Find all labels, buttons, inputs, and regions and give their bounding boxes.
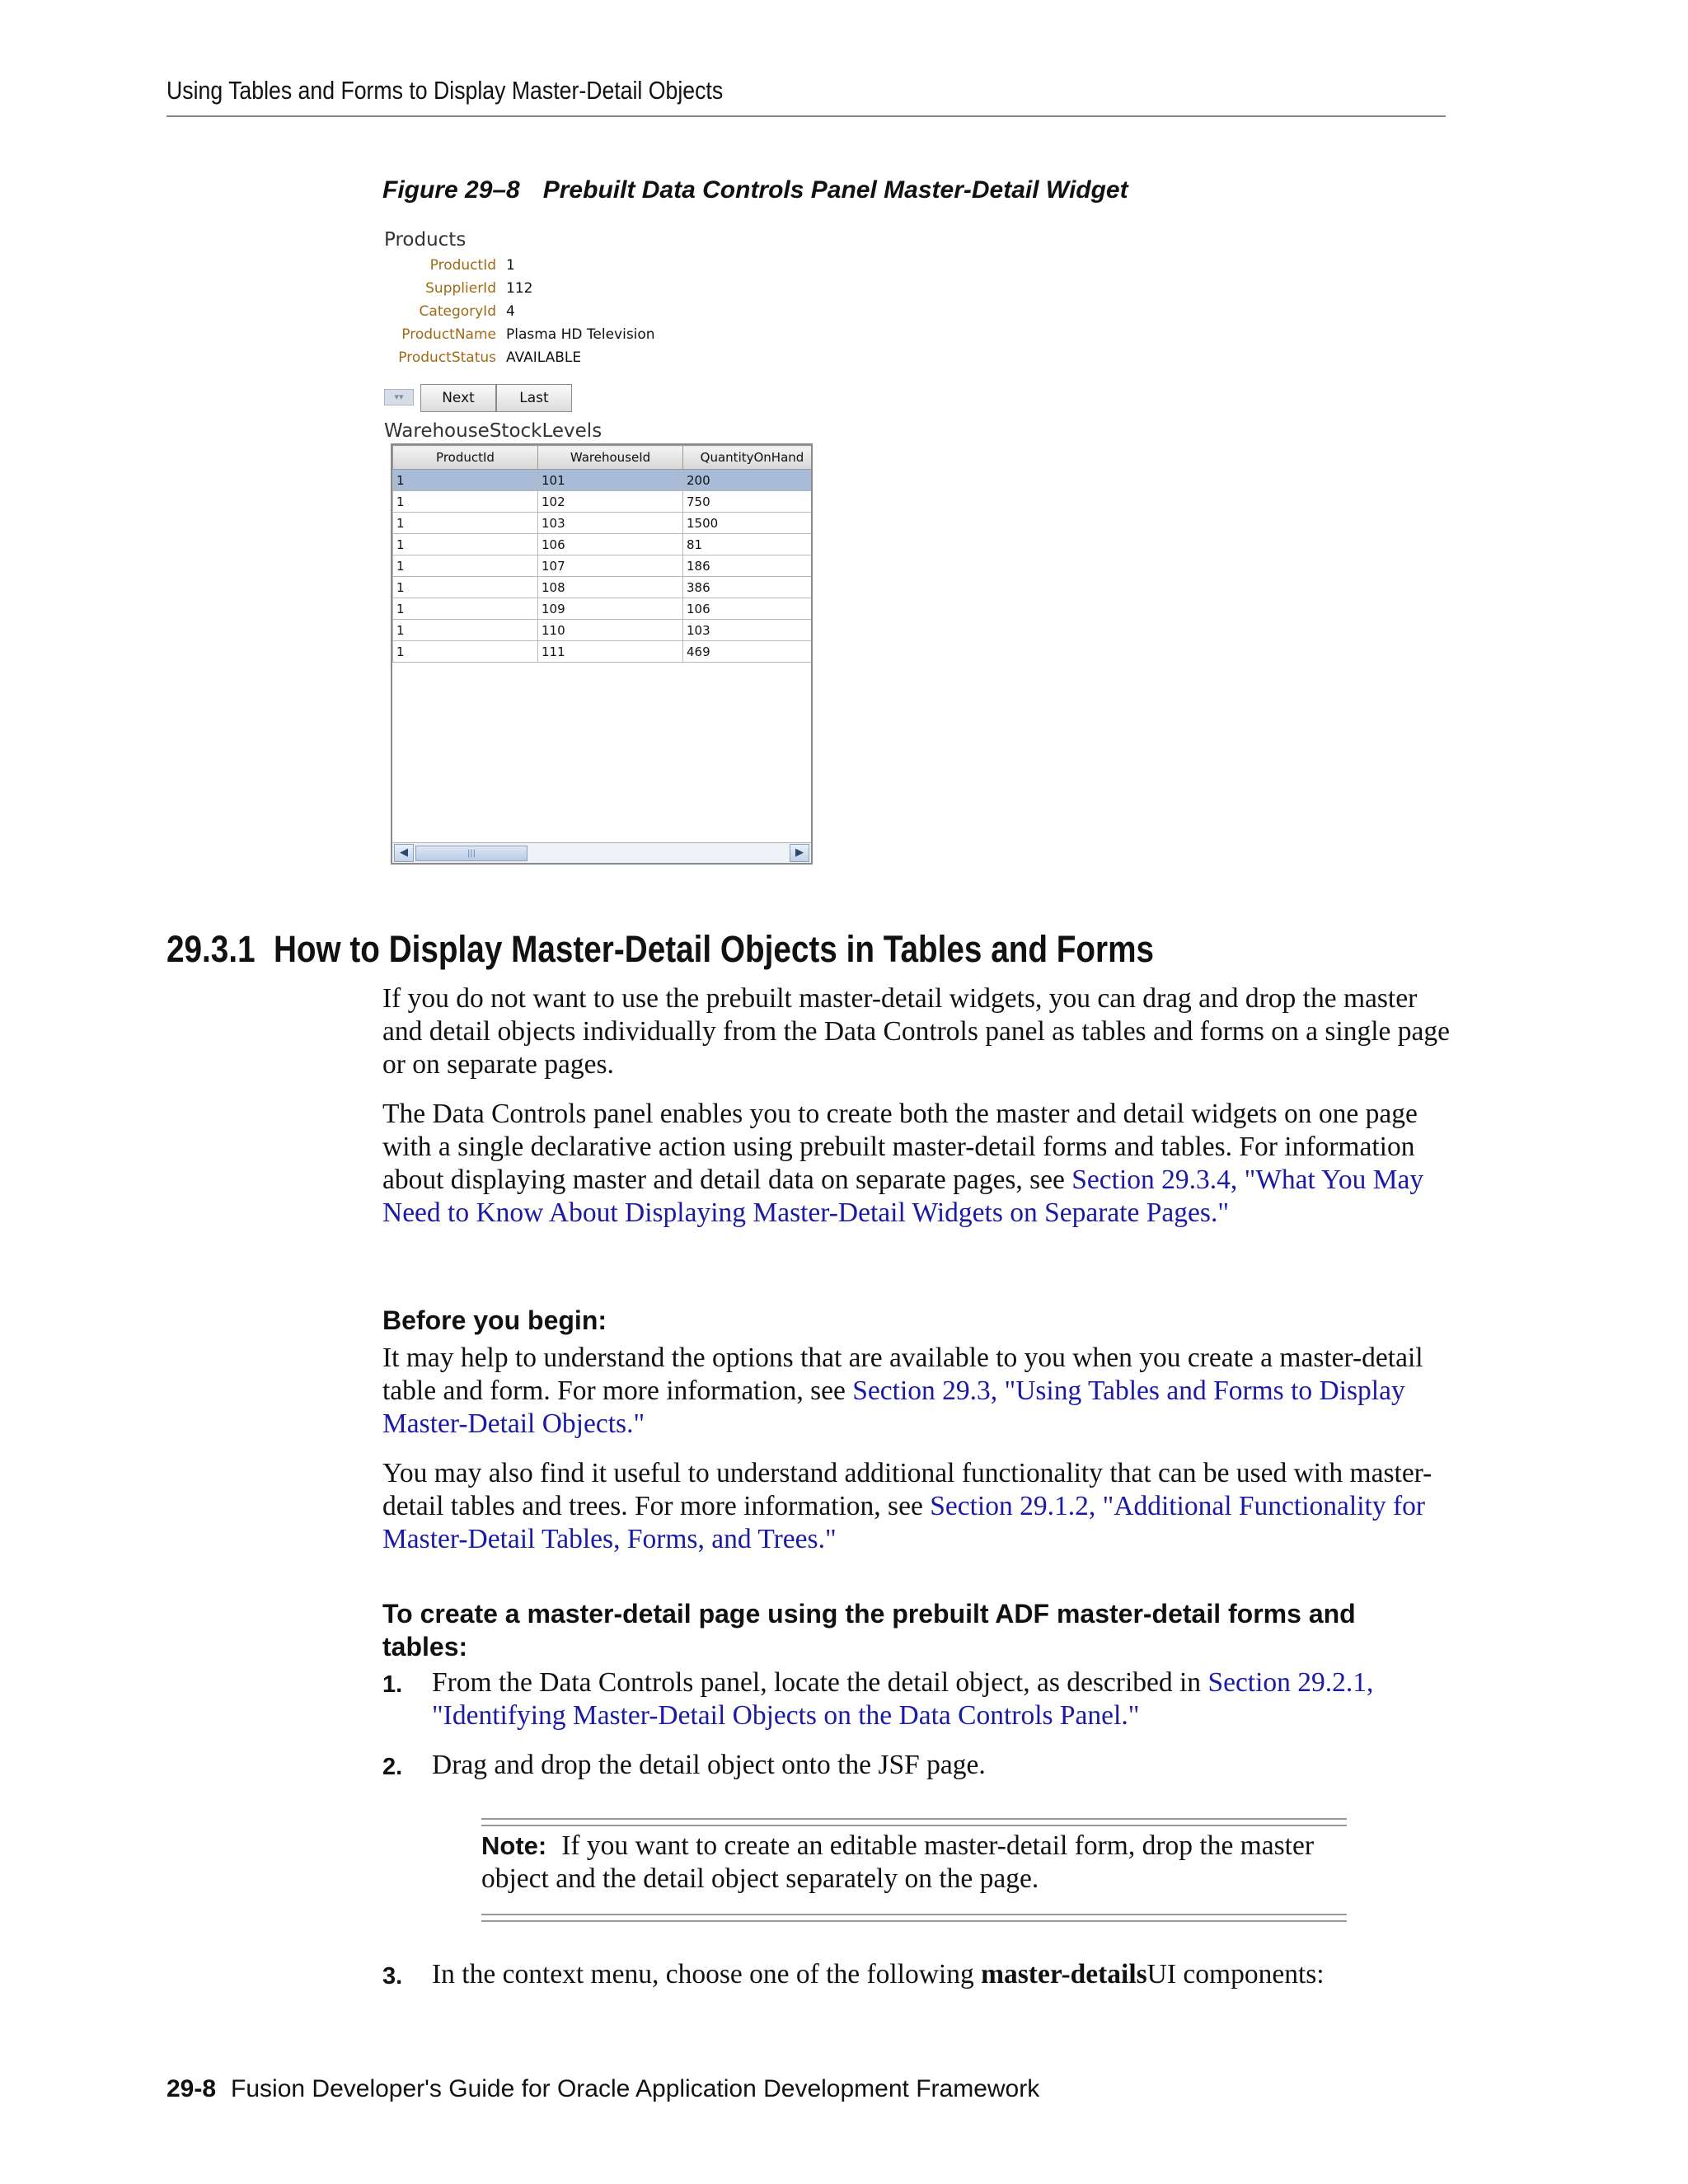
section-number: 29.3.1 bbox=[166, 928, 256, 970]
form-field-value: AVAILABLE bbox=[506, 349, 582, 366]
table-cell: 109 bbox=[538, 598, 683, 620]
table-cell: 81 bbox=[683, 534, 814, 555]
table-cell: 106 bbox=[683, 598, 814, 620]
step-bold-term: master-details bbox=[981, 1959, 1147, 1990]
paragraph-data-controls bbox=[382, 1098, 1454, 1230]
link-section-29-2-1[interactable]: Section 29.2.1, "Identifying Master-Detail Objects on the Data Controls Panel." bbox=[432, 1667, 1374, 1731]
table-cell: 386 bbox=[683, 577, 814, 598]
form-field-label: ProductId bbox=[429, 257, 496, 274]
note-bottom-rule bbox=[481, 1914, 1347, 1922]
table-cell: 108 bbox=[538, 577, 683, 598]
last-button[interactable]: Last bbox=[496, 384, 572, 412]
form-field-label: CategoryId bbox=[419, 303, 496, 320]
table-cell: 1 bbox=[393, 491, 538, 513]
table-cell: 1 bbox=[393, 470, 538, 491]
figure-screenshot bbox=[381, 229, 842, 868]
column-header-product-id[interactable]: ProductId bbox=[393, 446, 538, 470]
paragraph-text: The Data Controls panel enables you to create both the master and detail widgets on one page with a single declarative action using prebuilt master-detail forms and tables. For information about displaying master and detail data on separate pages, see bbox=[382, 1099, 1418, 1195]
paragraph-functionality bbox=[382, 1457, 1454, 1556]
form-field-label: SupplierId bbox=[425, 280, 496, 297]
table-row[interactable] bbox=[393, 641, 814, 663]
table-row[interactable] bbox=[393, 491, 814, 513]
note-box bbox=[481, 1830, 1355, 1896]
step-2-text: Drag and drop the detail object onto the JSF page. bbox=[432, 1750, 986, 1780]
table-row[interactable] bbox=[393, 513, 814, 534]
step-3-text bbox=[432, 1958, 1446, 1991]
table-cell: 107 bbox=[538, 555, 683, 577]
link-section-29-1-2[interactable]: Section 29.1.2, "Additional Functionality for Master-Detail Tables, Forms, and Trees." bbox=[382, 1491, 1426, 1554]
scroll-right-icon[interactable]: ▶ bbox=[790, 844, 809, 862]
paragraph-text: It may help to understand the options that are available to you when you create a master-detail table and form. For more information, see bbox=[382, 1343, 1423, 1406]
scrollbar-thumb[interactable]: ||| bbox=[415, 846, 528, 861]
table-row[interactable] bbox=[393, 620, 814, 641]
table-header-row bbox=[393, 446, 814, 470]
detail-table-title: WarehouseStockLevels bbox=[384, 420, 603, 442]
table-row[interactable] bbox=[393, 577, 814, 598]
table-cell: 1 bbox=[393, 577, 538, 598]
note-label: Note: bbox=[481, 1831, 547, 1860]
table-cell: 1 bbox=[393, 534, 538, 555]
step-1-text bbox=[432, 1666, 1446, 1732]
detail-table bbox=[391, 443, 813, 865]
book-title: Fusion Developer's Guide for Oracle Application Development Framework bbox=[231, 2075, 1040, 2102]
step-text: In the context menu, choose one of the following bbox=[432, 1959, 982, 1990]
procedure-heading: To create a master-detail page using the prebuilt ADF master-detail forms and tables: bbox=[382, 1599, 1356, 1661]
table-cell: 186 bbox=[683, 555, 814, 577]
page-footer bbox=[166, 2075, 1039, 2103]
table-cell: 106 bbox=[538, 534, 683, 555]
column-header-quantity-on-hand[interactable]: QuantityOnHand bbox=[683, 446, 814, 470]
paragraph-text: You may also find it useful to understand additional functionality that can be used with master-detail tables and trees. For more information, see bbox=[382, 1458, 1432, 1521]
paragraph-intro: If you do not want to use the prebuilt master-detail widgets, you can drag and drop the master and detail objects individually from the Data Controls panel as tables and forms on a single page or on separate pages. bbox=[382, 983, 1451, 1080]
running-header: Using Tables and Forms to Display Master-Detail Objects bbox=[166, 76, 724, 105]
form-field-value: 112 bbox=[506, 280, 533, 297]
step-number: 1. bbox=[382, 1671, 403, 1698]
column-header-warehouse-id[interactable]: WarehouseId bbox=[538, 446, 683, 470]
table-cell: 103 bbox=[538, 513, 683, 534]
table-cell: 1 bbox=[393, 555, 538, 577]
next-button[interactable]: Next bbox=[420, 384, 496, 412]
step-text: From the Data Controls panel, locate the detail object, as described in bbox=[432, 1667, 1208, 1698]
table-cell: 1 bbox=[393, 641, 538, 663]
page-number: 29-8 bbox=[166, 2075, 217, 2102]
figure-number: Figure 29–8 bbox=[382, 176, 520, 204]
section-heading bbox=[166, 928, 1154, 971]
scroll-left-icon[interactable]: ◀ bbox=[394, 844, 414, 862]
note-top-rule bbox=[481, 1818, 1347, 1826]
table-row[interactable] bbox=[393, 470, 814, 491]
table-cell: 1 bbox=[393, 620, 538, 641]
step-number: 3. bbox=[382, 1963, 403, 1990]
form-field-label: ProductStatus bbox=[398, 349, 496, 366]
link-section-29-3[interactable]: Section 29.3, "Using Tables and Forms to Display Master-Detail Objects." bbox=[382, 1376, 1405, 1439]
header-rule bbox=[166, 115, 1446, 117]
form-field-value: 4 bbox=[506, 303, 515, 320]
table-cell: 1 bbox=[393, 513, 538, 534]
horizontal-scrollbar[interactable] bbox=[392, 842, 811, 863]
nav-first-previous-icon[interactable]: ▾▾ bbox=[384, 389, 414, 405]
link-section-29-3-4[interactable]: Section 29.3.4, "What You May Need to Know About Displaying Master-Detail Widgets on Separate Pages." bbox=[382, 1165, 1424, 1228]
table-cell: 469 bbox=[683, 641, 814, 663]
master-form-title: Products bbox=[384, 229, 467, 251]
table-cell: 103 bbox=[683, 620, 814, 641]
table-cell: 750 bbox=[683, 491, 814, 513]
form-field-value: 1 bbox=[506, 257, 515, 274]
paragraph-options bbox=[382, 1342, 1454, 1441]
table-row[interactable] bbox=[393, 534, 814, 555]
table-cell: 110 bbox=[538, 620, 683, 641]
table-cell: 1 bbox=[393, 598, 538, 620]
step-number: 2. bbox=[382, 1754, 403, 1780]
table-cell: 102 bbox=[538, 491, 683, 513]
figure-title: Prebuilt Data Controls Panel Master-Detail Widget bbox=[542, 176, 1128, 204]
section-title: How to Display Master-Detail Objects in Tables and Forms bbox=[273, 928, 1155, 970]
table-cell: 200 bbox=[683, 470, 814, 491]
form-field-label: ProductName bbox=[401, 326, 496, 343]
figure-caption bbox=[382, 176, 1128, 204]
step-text: UI components: bbox=[1146, 1959, 1325, 1990]
table-cell: 111 bbox=[538, 641, 683, 663]
before-you-begin-heading: Before you begin: bbox=[382, 1305, 607, 1335]
note-text: If you want to create an editable master-detail form, drop the master object and the detail object separately on the page. bbox=[481, 1830, 1314, 1894]
table-row[interactable] bbox=[393, 555, 814, 577]
table-cell: 101 bbox=[538, 470, 683, 491]
table-cell: 1500 bbox=[683, 513, 814, 534]
table-row[interactable] bbox=[393, 598, 814, 620]
form-field-value: Plasma HD Television bbox=[506, 326, 655, 343]
